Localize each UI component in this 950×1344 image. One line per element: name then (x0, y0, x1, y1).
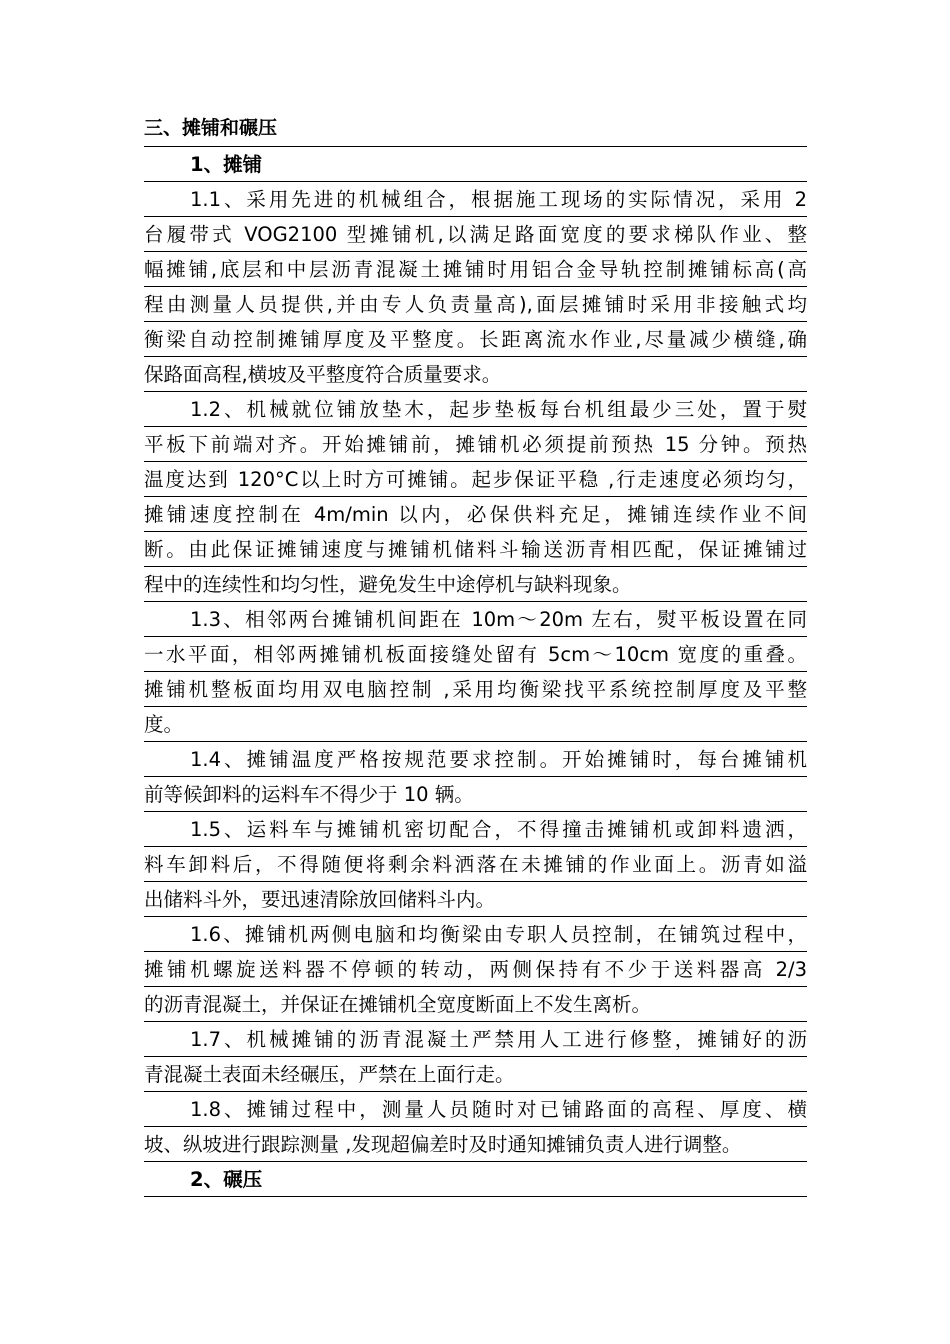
text-line: 程中的连续性和均匀性，避免发生中途停机与缺料现象。 (144, 567, 807, 602)
text-line: 料车卸料后，不得随便将剩余料洒落在未摊铺的作业面上。沥青如溢 (144, 847, 807, 882)
text-line: 摊铺机螺旋送料器不停顿的转动，两侧保持有不少于送料器高 2/3 (144, 952, 807, 987)
text-line: 度。 (144, 707, 807, 742)
text-line: 温度达到 120°C以上时方可摊铺。起步保证平稳 ,行走速度必须均匀， (144, 462, 807, 497)
text-line: 衡梁自动控制摊铺厚度及平整度。长距离流水作业,尽量减少横缝,确 (144, 322, 807, 357)
section-title: 三、摊铺和碾压 (144, 117, 278, 139)
heading-compaction: 2、碾压 (144, 1162, 807, 1197)
text-line: 断。由此保证摊铺速度与摊铺机储料斗输送沥青相匹配，保证摊铺过 (144, 532, 807, 567)
paragraph-1-2 (144, 392, 807, 602)
text-line: 1.3、相邻两台摊铺机间距在 10m～20m 左右，熨平板设置在同 (144, 602, 807, 637)
text-line: 保路面高程,横坡及平整度符合质量要求。 (144, 357, 807, 392)
paragraph-1-1 (144, 182, 807, 392)
paragraph-1-8 (144, 1092, 807, 1162)
text-line: 的沥青混凝土，并保证在摊铺机全宽度断面上不发生离析。 (144, 987, 807, 1022)
text-line: 1.1、采用先进的机械组合，根据施工现场的实际情况，采用 2 (144, 182, 807, 217)
text-line: 1.5、运料车与摊铺机密切配合，不得撞击摊铺机或卸料遗洒， (144, 812, 807, 847)
text-line: 摊铺速度控制在 4m/min 以内，必保供料充足，摊铺连续作业不间 (144, 497, 807, 532)
paragraph-1-4 (144, 742, 807, 812)
text-line: 一水平面，相邻两摊铺机板面接缝处留有 5cm～10cm 宽度的重叠。 (144, 637, 807, 672)
paragraph-1-6 (144, 917, 807, 1022)
text-line: 摊铺机整板面均用双电脑控制 ,采用均衡梁找平系统控制厚度及平整 (144, 672, 807, 707)
text-line: 1.6、摊铺机两侧电脑和均衡梁由专职人员控制，在铺筑过程中， (144, 917, 807, 952)
document-page (144, 110, 807, 1197)
text-line: 幅摊铺,底层和中层沥青混凝土摊铺时用铝合金导轨控制摊铺标高(高 (144, 252, 807, 287)
paragraph-1-7 (144, 1022, 807, 1092)
text-line: 青混凝土表面未经碾压，严禁在上面行走。 (144, 1057, 807, 1092)
paragraph-1-3 (144, 602, 807, 742)
heading-paving: 1、摊铺 (144, 146, 807, 182)
text-line: 坡、纵坡进行跟踪测量 ,发现超偏差时及时通知摊铺负责人进行调整。 (144, 1127, 807, 1162)
text-line: 程由测量人员提供,并由专人负责量高),面层摊铺时采用非接触式均 (144, 287, 807, 322)
text-line: 1.7、机械摊铺的沥青混凝土严禁用人工进行修整，摊铺好的沥 (144, 1022, 807, 1057)
text-line: 1.2、机械就位铺放垫木，起步垫板每台机组最少三处，置于熨 (144, 392, 807, 427)
paragraph-1-5 (144, 812, 807, 917)
text-line: 平板下前端对齐。开始摊铺前，摊铺机必须提前预热 15 分钟。预热 (144, 427, 807, 462)
text-line: 1.8、摊铺过程中，测量人员随时对已铺路面的高程、厚度、横 (144, 1092, 807, 1127)
text-line: 出储料斗外，要迅速清除放回储料斗内。 (144, 882, 807, 917)
text-line: 前等候卸料的运料车不得少于 10 辆。 (144, 777, 807, 812)
text-line: 1.4、摊铺温度严格按规范要求控制。开始摊铺时，每台摊铺机 (144, 742, 807, 777)
text-line: 台履带式 VOG2100 型摊铺机,以满足路面宽度的要求梯队作业、整 (144, 217, 807, 252)
